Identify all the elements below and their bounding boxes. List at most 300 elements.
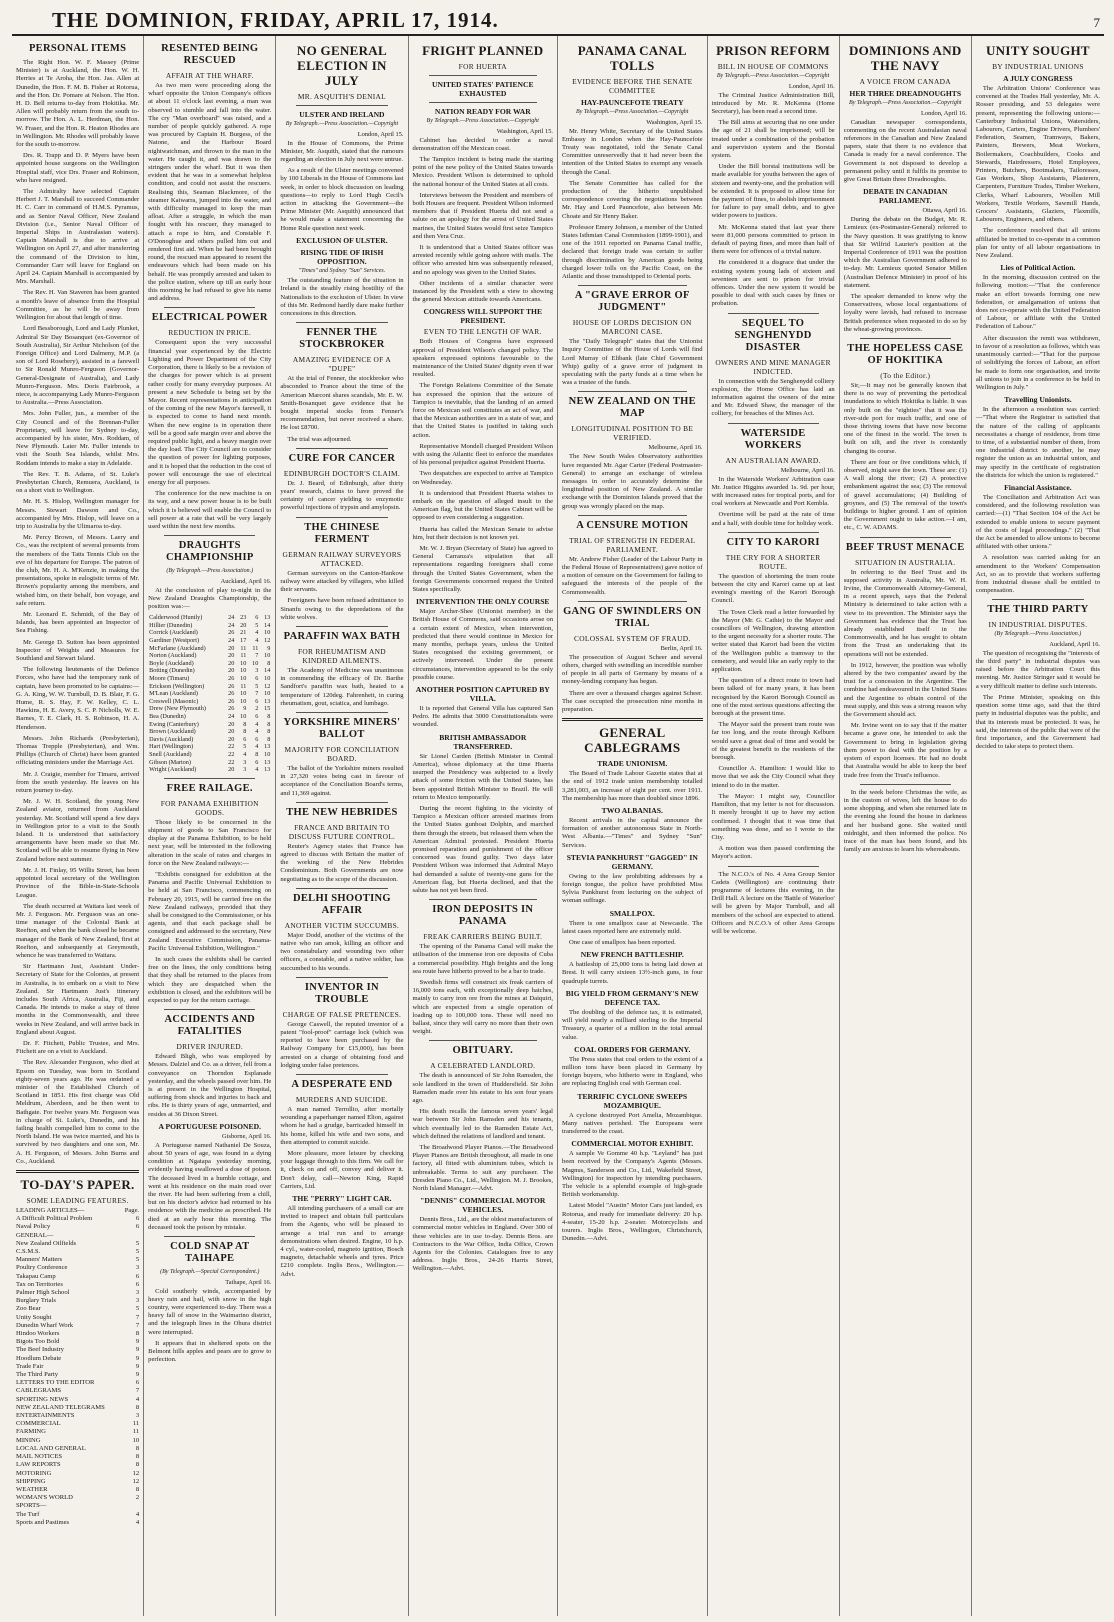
paragraph: It appears that in sheltered spots on the Belmont hills apples and pears are to grow to perfection. [148, 1339, 272, 1364]
contents-row [16, 1289, 139, 1297]
contents-row [16, 1461, 139, 1469]
paragraph: Owing to the law prohibiting addresses by a foreign tongue, the police have prohibited Miss Sylvia Pankhurst from lecturing on the subject of woman suffrage. [562, 872, 703, 905]
contents-page: 9 [135, 1354, 140, 1362]
dateline: Melbourne, April 16. [648, 444, 703, 452]
score-cell: 10 [252, 659, 259, 667]
table-row [148, 645, 271, 653]
subhead: HER THREE DREADNOUGHTS [849, 89, 962, 98]
paragraph: The Town Clerk read a letter forwarded by the Mayor (Mr. G. Cathie) to the Mayor and councillors of Wellington, drawing attention to the urgent necessity for a shorter route. The writer stated that Karori had been the victim of the Wellington public a tramway to the cemetery, and would like an early reply to the application. [711, 608, 835, 674]
score-cell: 14 [264, 621, 271, 629]
subhead: HAY-PAUNCEFOTE TREATY [580, 98, 684, 107]
dateline: Melbourne, April 16. [780, 466, 835, 474]
contents-page: 3 [135, 1289, 140, 1297]
player-cell: Davis (Auckland) [149, 735, 194, 743]
contents-item: NEW ZEALAND TELEGRAMS [16, 1403, 105, 1411]
table-row [148, 766, 271, 774]
subhead: THE CRY FOR A SHORTER ROUTE. [725, 552, 821, 571]
paragraph: Major Dodd, another of the victims of the native who ran amok, killing an officer and two constabulary and wounding two other officers, a constable, and a native soldier, has succumbed to his wounds. [280, 931, 404, 972]
paragraph: In connection with the Senghenydd colliery explosion, the Home Office has laid an information against the owners of the mine and Mr. Edward Shaw, the manager of the colliery, for breaches of the Mines Act. [711, 377, 835, 418]
subhead: NEW FRENCH BATTLESHIP. [580, 950, 684, 960]
contents-item: A Difficult Political Problem [16, 1215, 93, 1223]
paragraph: One case of smallpox has been reported. [569, 939, 676, 947]
paragraph: Councillor A. Hamilton: I would like to move that we ask the City Council what they intend to do in the matter. [711, 765, 835, 789]
subhead: GERMAN RAILWAY SURVEYORS ATTACKED. [282, 549, 402, 568]
contents-row [16, 1297, 139, 1305]
contents-page: 4 [135, 1510, 140, 1518]
score-cell: 6 [255, 735, 259, 743]
contents-item: Trade Fair [16, 1362, 44, 1370]
contents-item: WOMAN'S WORLD [16, 1494, 73, 1502]
subhead: RISING TIDE OF IRISH OPPOSITION. [300, 247, 384, 266]
score-cell: 3 [243, 766, 247, 774]
contents-item: SPORTS— [16, 1502, 47, 1510]
subhead: MR. ASQUITH'S DENIAL [297, 92, 386, 101]
subhead: NATION READY FOR WAR [434, 107, 531, 116]
table-row [148, 667, 271, 675]
score-cell: 4 [255, 629, 259, 637]
contents-row [16, 1387, 139, 1395]
player-cell: Ewing (Canterbury) [149, 720, 199, 728]
subhead: REDUCTION IN PRICE. [168, 328, 252, 338]
paragraph: The N.C.O.'s of No. 4 Area Group Senior Cadets (Wellington) are continuing their programme of lectures this evening, in the Drill Hall. A lecture on the 'Battle of Waterloo' will be given by Major Turnbull, and all members of the school are expected to attend. Officers and N.C.O.'s of other Area Groups will be welcome. [711, 870, 835, 935]
score-cell: 20 [228, 766, 235, 774]
score-cell: 8 [243, 728, 247, 736]
score-cell: 13 [264, 743, 271, 751]
score-cell: 4 [255, 637, 259, 645]
paragraph: Drs. R. Trapp and D. P. Myers have been appointed house surgeons on the Wellington Hospital staff, vice Drs. Fraser and Robinson, who have resigned. [16, 152, 140, 184]
paragraph: The speaker demanded to know why the Conservatives, whose local organisations of loyalty were lavish, had refused to increase British preference when requested to do so by the wheat-growing provinces. [843, 292, 967, 333]
subhead: FOR PANAMA EXHIBITION GOODS. [160, 798, 259, 817]
divider [578, 601, 687, 602]
column-dominions-navy [840, 36, 972, 1616]
masthead-title: THE DOMINION, FRIDAY, APRIL 17, 1914. [52, 8, 499, 32]
divider [860, 784, 951, 785]
score-cell: 8 [267, 712, 271, 720]
credit: (By Telegraph.—Special Correspondent.) [160, 1269, 260, 1276]
paragraph: Consequent upon the very successful financial year experienced by the Electric Lighting and Power Department of the City Corporation, there is likely to be a revision of the charges for power which is at present rather costly for many everyday purposes. At present a new Schedule is being set by the Mayor. Recent representations in anticipation of the coming of the new Mayor's farewell, it is expected to come to hand next month. When the new engine is in operation there will be a good safe margin over and above the required public light, and a heavy margin over the day load. The City Council are to consider the question of power for lighting purposes, and it is hoped that the reduction in the cost of power will encourage the use of electrical energy for all purposes. [148, 339, 272, 486]
paragraph: Other incidents of a similar character were instanced by the President with a view to showing the general Mexican attitude towards Americans. [412, 279, 554, 304]
score-cell: 11 [240, 682, 247, 690]
divider [562, 718, 703, 721]
headline-todays-paper: TO-DAY'S PAPER. [20, 1177, 135, 1192]
headline-waterside-workers: WATERSIDE WORKERS [740, 427, 806, 451]
score-cell: 11 [252, 644, 259, 652]
subhead: UNITED STATES' PATIENCE EXHAUSTED [431, 80, 534, 98]
score-cell: 8 [255, 750, 259, 758]
contents-item: MINING [16, 1436, 41, 1444]
paragraph: The Broadwood Player Pianos.—The Broadwood Player Pianos are British throughout, all made in one factory, all fitted with aluminium tubes, which is unbreakable. Terms to suit any purchaser. The Dresden Piano Co., Ltd., Wellington. M. J. Brookes, North Island Manager.—Advt. [412, 1144, 554, 1193]
player-cell: Corrick (Auckland) [149, 629, 198, 637]
subhead: CONGRESS WILL SUPPORT THE PRESIDENT. [423, 307, 543, 326]
divider [16, 1170, 139, 1173]
paragraph: There is one smallpox case at Newcastle. The latest cases reported here are extremely mild. [562, 919, 703, 935]
contents-item: Bigots Too Bold [16, 1338, 60, 1346]
contents-page: 5 [135, 1305, 140, 1313]
article-personal-items [16, 59, 139, 1166]
subhead: AMAZING EVIDENCE OF A "DUPE" [292, 355, 391, 374]
table-row [148, 652, 271, 660]
divider [429, 75, 538, 76]
contents-item: Unity Sought [16, 1313, 52, 1321]
contents-page: 5 [135, 1256, 140, 1264]
column-general-election [276, 36, 408, 1616]
score-cell: 20 [228, 644, 235, 652]
table-row [148, 698, 271, 706]
contents-row [16, 1330, 139, 1338]
contents-item: Poultry Conference [16, 1264, 68, 1272]
divider [578, 285, 687, 286]
score-cell: 5 [255, 621, 259, 629]
paragraph: Recent arrivals in the capital announce the formation of another autonomous State in North-West Albania.—"Times" and Sydney "Sun" Services. [562, 817, 703, 849]
paragraph: The following lieutenants of the Defence Forces, who have had the temporary rank of captain, have been promoted to be captains:—G. A. King, W. W. Turnbull, D. B. Blair, F. G. Hume, R. S. Hay, F. W. Kelley, C. L. Hawkins, H. E. Avery, S. C. P. Nicholls, W. E. Barnes, T. E. Clark, H. S. Robinson, H. A. Henderson. [16, 666, 140, 731]
contents-row [16, 1428, 139, 1436]
score-cell: 2 [255, 705, 259, 713]
score-cell: 20 [228, 728, 235, 736]
subhead: AN AUSTRALIAN AWARD. [725, 455, 821, 465]
paragraph: It is understood that a United States officer was arrested recently while going ashore with mails. The officer who arrested him was subsequently released, and no apology was given to the United States. [412, 243, 554, 276]
paragraph: In such cases the exhibits shall be carried free on the lines, the only conditions being that they shall be returned to the places from which they are despatched when the exhibition is closed, and the exhibitors will be expected to pay for the return carriage. [148, 955, 272, 1004]
contents-list [16, 1207, 139, 1527]
score-cell: 4 [255, 766, 259, 774]
player-cell: Wright (Auckland) [149, 766, 197, 774]
player-cell: Bea (Dunedin) [149, 712, 186, 720]
table-row [148, 683, 271, 691]
contents-item: SHIPPING [16, 1477, 46, 1485]
paragraph: The question of shortening the tram route between the city and Karori came up at last evening's meeting of the Karori Borough Council. [711, 572, 835, 605]
divider [296, 105, 387, 106]
score-cell: 5 [255, 682, 259, 690]
contents-item: LEADING ARTICLES— [16, 1207, 85, 1214]
paragraph: The prosecution of August Scheer and several others, charged with swindling an incredible number of people in all parts of Germany by means of a money-lending company has begun. [562, 653, 703, 686]
contents-item: Naval Policy [16, 1223, 51, 1231]
paragraph: Mr. George D. Sutton has been appointed Inspector of Weights and Measures for Southland and Stewart Island. [16, 638, 140, 663]
paragraph: Representative Mondell charged President Wilson with using the Atlantic fleet to enforce the mandates of his personal prejudice against President Huerta. [412, 442, 554, 467]
contents-row [16, 1453, 139, 1461]
contents-row [16, 1223, 139, 1231]
contents-item: The Third Party [16, 1371, 58, 1379]
score-cell: 26 [228, 697, 235, 705]
subhead-portuguese: A PORTUGUESE POISONED. [158, 1121, 261, 1131]
contents-item: Palmer High School [16, 1289, 70, 1297]
table-row [148, 614, 271, 622]
player-cell: M'Lean (Auckland) [149, 690, 198, 698]
subhead: COMMERCIAL MOTOR EXHIBIT. [571, 1139, 694, 1149]
subhead: BY INDUSTRIAL UNIONS [992, 62, 1084, 71]
contents-item: New Zealand Oilfields [16, 1239, 77, 1247]
paragraph: The Admiralty have selected Captain Herbert J. T. Marshall to succeed Commander H. C. Carr in command of H.M.S. Pyramus, and as Senior Naval Officer, New Zealand Division (i.e., Senior Naval Officer of Imperial Ships in Australasian waters). Captain Marshall is due to arrive at Wellington on April 27, and after transferring the command of the Division to him, Commander Carr will leave for England on April 24. Captain Marshall is accompanied by Mrs. Marshall. [16, 188, 140, 286]
table-row [148, 728, 271, 736]
divider [429, 102, 538, 103]
headline-desperate-end: A DESPERATE END [291, 1078, 393, 1090]
contents-item: C.S.M.S. [16, 1248, 41, 1256]
headline-accidents: ACCIDENTS AND FATALITIES [164, 1014, 256, 1038]
player-cell: Brown (Auckland) [149, 728, 196, 736]
subhead: FREAK CARRIERS BEING BUILT. [423, 932, 543, 942]
score-cell: 9 [267, 644, 271, 652]
paragraph: At the trial of Fenner, the stockbroker who absconded to France about the time of the American Marconi shares scandals, Mr. E. W. Smith-Bosanquet gave evidence that he bought imperial stocks from Fenner's recommendation, but never received a share. He lost £8700. [280, 375, 404, 432]
dateline: Auckland, April 16. [220, 577, 272, 585]
divider [296, 977, 387, 978]
score-cell: 8 [267, 735, 271, 743]
subhead: BRITISH AMBASSADOR TRANSFERRED. [439, 732, 527, 751]
contents-item: CABLEGRAMS [16, 1387, 62, 1395]
player-cell: Norton (Auckland) [149, 652, 197, 660]
table-row [148, 743, 271, 751]
paragraph: Major Archer-Shee (Unionist member) in the British House of Commons, said occasions arose on a certain extent of Mexico, when intervention, predicted that there would continue in Mexico for many months, perhaps years, unless the United States recognised the existing government, or actively intervened. Under the present circumstances, intervention appeared to be the only possible course. [412, 608, 554, 681]
contents-page: 6 [135, 1272, 140, 1280]
subhead: TERRIFIC CYCLONE SWEEPS MOZAMBIQUE. [577, 1091, 688, 1110]
table-row [148, 759, 271, 767]
score-cell: 10 [240, 697, 247, 705]
paragraph: Interviews between the President and members of both Houses are frequent. President Wilson informed members that if President Huerta did not send a salute on an apology for the arrest of United States marines, the United States would first seize Tampico and then Vera Cruz. [412, 191, 554, 240]
contents-page: 11 [132, 1428, 140, 1436]
paragraph: At the conclusion of play to-night in the New Zealand Draughts Championship, the position was:— [148, 586, 272, 611]
score-cell: 10 [264, 690, 271, 698]
contents-row [16, 1478, 139, 1486]
score-cell: 10 [240, 712, 247, 720]
paragraph: George Caswell, the reputed inventor of a patent "fool-proof" carriage lock (which was reported to have been purchased by the Railway Company for £15,000), has been arrested on a charge of obtaining food and lodging under false pretences. [280, 1020, 404, 1069]
score-cell: 6 [243, 735, 247, 743]
contents-item: COMMERCIAL [16, 1420, 61, 1428]
score-cell: 6 [255, 758, 259, 766]
contents-item: Tax on Territories [16, 1280, 63, 1288]
paragraph: Under the Bill borstal institutions will be made available for youths between the ages of sixteen and twenty-one, and the probation will be extended. It is proposed to allow time for the payment of fines, to abolish imprisonment for failure to pay small debts, and to give wider powers to justices. [711, 163, 835, 220]
divider [164, 1236, 255, 1237]
contents-item: WEATHER [16, 1485, 48, 1493]
subhead: THE "PERRY" LIGHT CAR. [292, 1194, 392, 1204]
contents-page: Page. [124, 1207, 140, 1214]
headline-free-railage: FREE RAILAGE. [166, 782, 253, 794]
contents-item: Takapau Camp [16, 1272, 56, 1280]
paragraph: The conference resolved that all unions affiliated be invited to co-operate in a common plan for unity of all labour organisations in New Zealand. [975, 227, 1100, 260]
paragraph: The Senate Committee has called for the production of the hitherto unpublished correspondence covering the negotiations between Mr. Hay and Lord Pauncefote, also between Mr. Choate and Sir Henry Baker. [562, 179, 703, 220]
columns [12, 36, 1104, 1616]
contents-item: The Turf [16, 1510, 40, 1518]
score-cell: 15 [264, 705, 271, 713]
divider [429, 899, 538, 900]
headline-senghenydd: SEQUEL TO SENGHENYDD DISASTER [734, 317, 812, 353]
score-cell: 20 [228, 735, 235, 743]
score-cell: 17 [240, 637, 247, 645]
divider [296, 712, 387, 713]
table-row [148, 751, 271, 759]
player-cell: Hillier (Dunedin) [149, 621, 193, 629]
score-cell: 20 [228, 659, 235, 667]
score-cell: 3 [255, 667, 259, 675]
score-cell: 7 [255, 690, 259, 698]
table-row [148, 713, 271, 721]
divider [429, 1040, 538, 1041]
headline-chinese-ferment: THE CHINESE FERMENT [304, 521, 380, 545]
player-cell: Creswell (Masonic) [149, 697, 199, 705]
paragraph: Mr. H. S. Hislop, Wellington manager for Messrs. Stewart Dawson and Co., accompanied by Mrs. Hislop, will leave on a trip to Australia by the Ulimaroa to-day. [16, 498, 140, 530]
score-cell: 26 [228, 682, 235, 690]
table-row [148, 675, 271, 683]
paragraph: Sir Hartmann Just, Assistant Under-Secretary of State for the Colonies, at present in Australia, is to embark on a visit to New Zealand. Sir Hartmann Just's itinerary includes South Africa, Australia, Fiji, and Canada. He intends to make a stay of three months in the Commonwealth, and three weeks in New Zealand, and will arrive back in England about August. [16, 963, 140, 1036]
paragraph: The question of a direct route to town had been talked of for many years, it has been recognised by the Karori Borough Council as one of the most serious questions affecting the borough at the present time. [711, 677, 835, 718]
headline-prison-reform: PRISON REFORM [716, 43, 831, 58]
paragraph: Mrs. John Fuller, jun., a member of the City Council and of the Brennan-Fuller Proprietary, will leave for Sydney to-day, accompanied by his sister, Mrs. Roddam, of New Plymouth. Later Mr. Fuller intends to visit the South Sea Islands, whilst Mrs. Roddam intends to make a stay in Adelaide. [16, 410, 140, 467]
headline-fenner: FENNER THE STOCKBROKER [299, 327, 385, 351]
paragraph: Mr. Andrew Fisher (Leader of the Labour Party in the Federal House of Representatives) gave notice of a motion of censure on the Government for failing to safeguard the interests of the people of the Commonwealth. [562, 555, 703, 596]
dateline: Taihape, April 16. [225, 1278, 272, 1286]
score-cell: 13 [264, 766, 271, 774]
contents-item: Hoodlum Debate [16, 1354, 62, 1362]
score-cell: 26 [228, 690, 235, 698]
contents-row [16, 1346, 139, 1354]
contents-row [16, 1355, 139, 1363]
table-row [148, 660, 271, 668]
paragraph: Sir,—It may not be generally known that there is no way of preventing the periodical inundations to which Hokitika is liable. It was only built on the "eighties" that it was the river-side port for much traffic, and one of those thriving towns that have now become one of the finest in the world. The town is built on silt, and the river is constantly changing its course. [843, 381, 967, 455]
score-cell: 11 [240, 644, 247, 652]
score-cell: 22 [228, 758, 235, 766]
paragraph: The ballot of the Yorkshire miners resulted in 27,320 votes being cast in favour of acceptance of the Conciliation Board's terms, and 11,369 against. [280, 764, 404, 797]
score-cell: 24 [228, 621, 235, 629]
table-row [148, 622, 271, 630]
paragraph: The "Daily Telegraph" states that the Unionist Inquiry Committee of the House of Lords will find Lord Murray of Elibank (late Chief Government Whip) guilty of a grave error of judgment in speculating with the party funds at a time when he was a trustee of the funds. [562, 338, 703, 387]
score-cell: 24 [228, 614, 235, 622]
column-panama-canal [558, 36, 708, 1616]
score-cell: 8 [267, 720, 271, 728]
contents-row [16, 1273, 139, 1281]
subhead: A JULY CONGRESS [1003, 74, 1073, 83]
paragraph: The Rev. H. Van Staveren has been granted a month's leave of absence from the Hospital Committee, as he will be away from Wellington for about that length of time. [16, 289, 140, 322]
paragraph: Mr. J. H. Finlay, 95 Willis Street, has been appointed local secretary of the Wellington Province of the Bible-in-State-Schools League. [16, 866, 140, 899]
contents-row [16, 1486, 139, 1494]
contents-page: 7 [135, 1313, 140, 1321]
paragraph: Overtime will be paid at the rate of time and a half, with double time for holiday work. [711, 511, 835, 527]
headline-city-to-karori: CITY TO KARORI [726, 536, 820, 548]
paragraph: The question of recognising the "interests of the third party" in industrial disputes was raised before the Arbitration Court this morning. Mr. Justice Stringer said it would be a very difficult matter to define such interests. [975, 649, 1100, 690]
subhead: STEVIA PANKHURST "GAGGED" IN GERMANY. [566, 852, 698, 871]
headline-third-party: THE THIRD PARTY [987, 604, 1089, 616]
contents-item: The Beef Industry [16, 1346, 64, 1354]
paragraph: The outstanding feature of the situation in Ireland is the steadily rising hostility of the Nationalists to the exclusion of Ulster. In view of this Mr. Redmond hardly dare make further concessions in this direction. [280, 277, 404, 318]
score-cell: 13 [264, 697, 271, 705]
contents-item: SPORTING NEWS [16, 1395, 69, 1403]
subhead: LONGITUDINAL POSITION TO BE VERIFIED. [571, 424, 694, 443]
score-cell: 6 [255, 675, 259, 683]
paragraph: A Portuguese named Nathaniel De Souza, about 50 years of age, was found in a dying condition at Ngatapa yesterday morning, evidently having swallowed a dose of poison. The deceased lived in a humble cottage, and went at his residence on the main road over the river. He had been suffering from a chill, but on his doctor's advice had returned to his residence with the medicine as prescribed. He died at an early hour this morning. The deceased took the poison by mistake. [148, 1141, 272, 1231]
paragraph: A cyclone destroyed Port Amelia, Mozambique. Many natives perished. The Europeans were transferred to the coast. [562, 1111, 703, 1135]
dateline: Gisborne, April 16. [221, 1132, 272, 1140]
headline-gang-swindlers: GANG OF SWINDLERS ON TRIAL [563, 605, 702, 629]
paragraph: Swedish firms will construct six freak carriers of 16,000 tons each, with exceptionally deep hatches, mainly to carry iron ore from the mines at Daiquiri, which are expected from a single operation of loading up to 100,000 tons. These will need no ballast, since they will carry no more than their own weight. [412, 978, 554, 1036]
player-cell: Drew (New Plymouth) [149, 705, 206, 713]
divider [728, 866, 819, 867]
headline-censure-motion: A CENSURE MOTION [576, 519, 689, 531]
paragraph: More pleasure, more leisure by checking your luggage through to this firm. We call for it, check on and off, convey and deliver it. Don't delay, call—Newton King, Rapid Carriers, Ltd. [280, 1150, 404, 1190]
subhead: CHARGE OF FALSE PRETENCES. [282, 1009, 402, 1019]
subhead: EVEN TO THE LENGTH OF WAR. [423, 327, 542, 337]
paragraph: Latest Model "Austin" Motor Cars just landed, ex Rotorua, and ready for immediate delivery: 20 h.p. 4-seater, 15-20 h.p. 2-seater. Motorcyclists and tourers. Inglis Bros., Wellington, Christchurch, Dunedin.—Advt. [562, 1202, 703, 1243]
score-cell: 22 [228, 750, 235, 758]
table-row [148, 736, 271, 744]
contents-item: Hindoo Workers [16, 1330, 60, 1338]
contents-row [16, 1322, 139, 1330]
paragraph: The Arbitration Unions' Conference was convened at the Trades Hall yesterday, Mr. A. Rosser presiding, and 53 delegates were present, representing the following unions:—Canterbury Industrial Unions, Watersiders, Labourers, Carters, Engine Drivers, Plumbers' Federation, Seamen, Tramways, Bakers, Painters, Brewers, Meat Workers, Boilermakers, Coachbuilders, Cooks and Stewards, Hairdressers, Hotel Employees, Printers, Butchers, Bootmakers, Tailoresses, Gas Workers, Shop Assistants, Plasterers, Carpenters, Furniture Trades, Timber Workers, Clerks, Wharf Labourers, Woollen Mill Workers, Textile Workers, Sawmill Hands, Grocers' Assistants, Glaziers, Flaxmills, Labourers, Engineers, and others. [975, 85, 1100, 224]
player-cell: McFarlane (Auckland) [149, 644, 206, 652]
paragraph: The Tampico incident is being made the starting point of the new policy of the United States towards Mexico. President Wilson is determined to uphold the national honour of the United States at all costs. [412, 155, 554, 188]
player-cell: Snell (Auckland) [149, 750, 192, 758]
contents-item: MOTORING [16, 1469, 52, 1477]
page-number: 7 [1093, 15, 1100, 30]
paragraph: Dr. J. Beard, of Edinburgh, after thirty years' research, claims to have proved the certainty of cancer yielding to enzymotic powerful injections of trypsin and amylopsin. [280, 479, 404, 512]
headline-general-election: NO GENERAL ELECTION IN JULY [296, 43, 387, 88]
contents-item: LOCAL AND GENERAL [16, 1444, 86, 1452]
score-cell: 7 [255, 652, 259, 660]
headline-iron-deposits: IRON DEPOSITS IN PANAMA [432, 904, 534, 928]
credit: (By Telegraph.—Press Association.) [166, 568, 254, 575]
headline-yorkshire: YORKSHIRE MINERS' BALLOT [283, 716, 401, 740]
subhead: EDINBURGH DOCTOR'S CLAIM. [283, 468, 400, 478]
headline-new-hebrides: THE NEW HEBRIDES [286, 806, 398, 818]
score-cell: 20 [228, 652, 235, 660]
contents-item: Dunedin Wharf Work [16, 1321, 74, 1329]
paragraph: A battleship of 25,000 tons is being laid down at Brest. It will carry sixteen 13½-inch guns, in four quadruple turrets. [562, 961, 703, 985]
divider [860, 338, 951, 339]
score-cell: 12 [264, 637, 271, 645]
paragraph: The Prime Minister, speaking on this question some time ago, said that the third party in industrial disputes was the public, and that its interests must be protected. It was, he said, the interests of the public that were of the first importance, and the Government had decided to take steps to protect them. [975, 693, 1100, 751]
paragraph: Cabinet has decided to order a naval demonstration off the Mexican coast. [412, 136, 554, 152]
score-cell: 26 [228, 629, 235, 637]
headline-resented-rescue: RESENTED BEING RESCUED [161, 43, 259, 66]
dateline: Washington, April 15. [496, 127, 554, 135]
subhead: A CELEBRATED LANDLORD. [430, 1061, 536, 1071]
contents-row [16, 1396, 139, 1404]
score-cell: 10 [240, 690, 247, 698]
score-cell: 8 [243, 720, 247, 728]
contents-row [16, 1519, 139, 1527]
paragraph: It is reported that General Villa has captured San Pedro. He admits that 3000 Constitutionalists were wounded. [412, 705, 554, 729]
paragraph: As two men were proceeding along the wharf opposite the Union Company's offices at about 11 o'clock last evening, a man was observed to stumble and fall into the water. The cry "Man overboard" was raised, and a number of people quickly gathered. A rope was procured by Captain H. Burgess, of the Natone, and the Harbour Board nightwatchman, and thrown to the man in the water. He caught it, and was drawn to the stringers under the wharf. But it was then evident that he was in a somewhat helpless condition, and could not assist the rescuers. Realising this, Seaman Blackmore, of the steamer Kaiwarra, jumped into the water, and with difficulty managed to keep the man afloat. After a struggle, in which the man fought with his rescuer, they managed to attach a rope to him, and Constable F. O'Donoghue and others pulled him out and rendered first aid. When he had been brought round, the rescued man appeared to resent the endeavours which had been made on his behalf. He was promptly arrested and taken to the police station, where up till an early hour this morning he had refused to give his name and address. [148, 82, 272, 303]
paragraph: Professor Emery Johnson, a member of the United States Isthmian Canal Commission (1899-1901), and one of the 1911 reported on Panama Canal traffic, declared that foreign trade was certain to suffer through discrimination by American goods being charged lower tolls on the Pacific Coast, on the Atlantic and those transshipped to Oriental ports. [562, 223, 703, 280]
contents-row [16, 1363, 139, 1371]
contents-page: 8 [135, 1403, 140, 1411]
paragraph: There are four or five conditions which, if observed, might save the town. These are: (1) A wall along the river; (2) A protective embankment against the sea; (3) The removal of gravel accumulations; (4) Building of groynes, and (5) The removal of the town's buildings to higher ground. I am of opinion the Government ought to take action.—I am, etc., C. W. ADAMS. [843, 458, 967, 532]
subhead: DEBATE IN CANADIAN PARLIAMENT. [863, 187, 948, 206]
contents-page: 9 [135, 1338, 140, 1346]
score-cell: 10 [264, 750, 271, 758]
dateline: Berlin, April 16. [660, 644, 703, 652]
paragraph: His death recalls the famous seven years' legal war between Sir John Ramsden and his tenants, which eventually led to the Ramsden Estate Act, which defined the relations of landlord and tenant. [412, 1108, 554, 1140]
divider [728, 423, 819, 424]
contents-item: Manners' Matters [16, 1256, 63, 1264]
credit: (By Telegraph.—Press Association.) [994, 631, 1082, 638]
headline-obituary: OBITUARY. [452, 1045, 514, 1057]
headline-panama-canal-tolls: PANAMA CANAL TOLLS [577, 43, 687, 73]
dateline: Auckland, April 16. [1049, 640, 1100, 648]
divider [578, 391, 687, 392]
paragraph: In the morning, discussion centred on the following motion:—"That the conference make an effort towards forming one new federation, or amalgamation of unions that does not co-operate with the United Federation of Labour, or affiliate with the United Federation of Labour." [975, 274, 1101, 331]
divider [860, 537, 951, 538]
paragraph: The Right Hon. W. F. Massey (Prime Minister) is at Auckland, the Hon. W. H. Herries at Te Aroha, the Hon. Jas. Allen at Dunedin, the Hon. F. M. B. Fisher at Rotorua, and the Hon. Dr. Pomare at Nelson. The Hon. H. D. Bell returns to-day from Hokitika. Mr. Allen will probably return from the south to-morrow. The Hon. A. L. Herdman, the Hon. W. Fraser, and the Hon. R. Heaton Rhodes are in Wellington. Mr. Rhodes will probably leave for the south to-morrow. [16, 59, 140, 149]
paragraph: There are over a thousand charges against Scheer. The case occupied the prosecution nine months in preparation. [562, 689, 703, 714]
table-row [148, 690, 271, 698]
paragraph: All intending purchasers of a small car are invited to inspect and obtain full particulars from the Agents, who will be pleased to arrange a trial run and to arrange demonstrations when desired. Engine, 10 h.p. 4 cyl., water-cooled, magneto ignition, Bosch magneto, detachable wheels and tyres. Price £210 complete. Inglis Bros., Wellington.—Advt. [280, 1205, 404, 1278]
divider [164, 778, 255, 779]
dateline: London, April 16. [921, 109, 967, 117]
subhead: SITUATION IN AUSTRALIA. [855, 557, 956, 567]
contents-page: 11 [132, 1420, 140, 1428]
paragraph: The opening of the Panama Canal will make the utilisation of the immense iron ore deposits of Cuba a commercial possibility. High freights and the long sea route have hitherto proved to be a bar to trade. [412, 943, 554, 975]
paragraph: It is understood that President Huerta wishes to embark on the question of alleged insult to the American flag, but the United States Cabinet will be opposed to even considering a suggestion. [412, 489, 554, 522]
dateline: Washington, April 15. [646, 118, 703, 126]
divider [164, 535, 255, 536]
contents-page: 8 [135, 1453, 140, 1461]
score-cell: 26 [228, 675, 235, 683]
column-prison-reform [708, 36, 840, 1616]
